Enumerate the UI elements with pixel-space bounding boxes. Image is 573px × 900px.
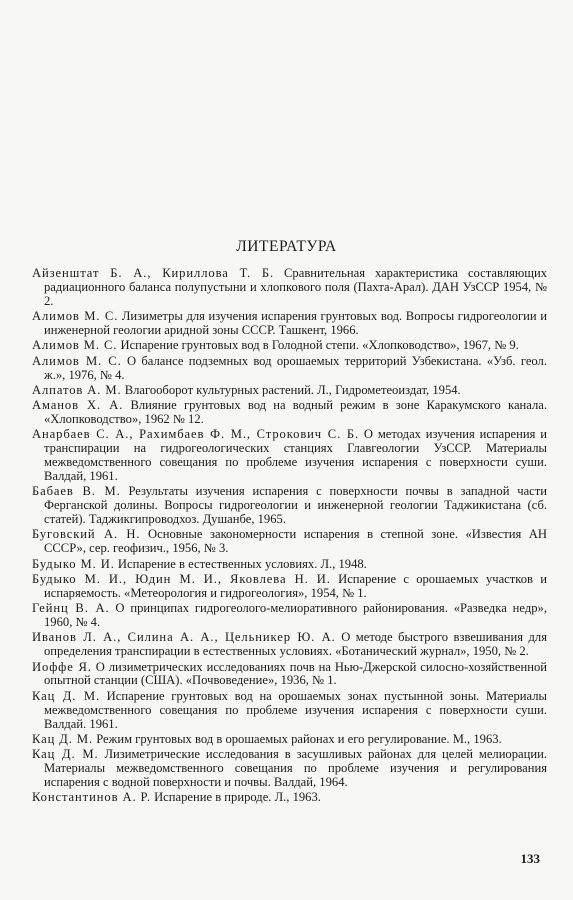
reference-item [32, 690, 547, 732]
reference-item [32, 528, 547, 556]
page-number: 133 [520, 851, 540, 866]
reference-text: Основные закономерности испарения в степной зоне. «Известия АН СССР», сер. геофизич., 1956, № 3. [44, 527, 547, 556]
reference-text: Влияние грунтовых вод на водный режим в зоне Каракумского канала. «Хлопководство», 1962 № 12. [44, 398, 547, 427]
reference-text: Испарение с орошаемых участков и испаряемость. «Метеорология и гидрогеология», 1954, № 1. [44, 571, 548, 600]
reference-author: Гейнц В. А. [32, 601, 110, 616]
reference-text: Лизиметры для изучения испарения грунтовых вод. Вопросы гидрогеологии и инженерной геологии аридной зоны СССР. Ташкент, 1966. [44, 309, 548, 338]
reference-author: Буговский А. Н. [32, 527, 141, 542]
reference-item [32, 748, 547, 790]
reference-text: О балансе подземных вод орошаемых территорий Узбекистана. «Узб. геол. ж.», 1976, № 4. [44, 353, 547, 382]
reference-text: О принципах гидрогеолого-мелиоративного районирования. «Разведка недр», 1960, № 4. [44, 601, 547, 630]
reference-author: Будыко М. И., Юдин М. И., Яковлева Н. И. [32, 571, 331, 586]
reference-author: Алпатов А. М. [32, 382, 122, 397]
reference-item [32, 485, 547, 527]
reference-item [32, 399, 547, 427]
reference-item [32, 661, 547, 689]
reference-item [32, 355, 547, 383]
reference-text: Лизиметрические исследования в засушливых районах для целей мелиорации. Материалы межведомственного совещания по проблеме изучения и регулирования испарения с водной поверхности и почвы. Валдай, 1964. [44, 747, 547, 789]
reference-text: Испарение грунтовых вод в Голодной степи. «Хлопководство», 1967, № 9. [117, 338, 519, 353]
reference-item [32, 733, 547, 747]
reference-author: Бабаев В. М. [32, 484, 121, 499]
page-title: ЛИТЕРАТУРА [236, 238, 337, 255]
reference-author: Константинов А. Р. [32, 790, 151, 805]
reference-item [32, 384, 547, 398]
reference-text: Режим грунтовых вод в орошаемых районах и его регулирование. М., 1963. [93, 731, 502, 746]
reference-item [32, 310, 547, 338]
reference-text: Сравнительная характеристика составляющих радиационного баланса полупустыни и хлопкового поля (Пахта-Арал). ДАН УзССР 1954, № 2. [44, 266, 548, 308]
reference-item [32, 339, 547, 353]
reference-author: Кац Д. М. [32, 731, 94, 746]
reference-item [32, 267, 547, 309]
reference-text: О методах изучения испарения и транспирации на гидрогеологических станциях Главгеологии УзССР. Материалы межведомственного совещания по проблеме изучения испарения с поверхности суши. Валдай, 1961. [44, 427, 547, 484]
reference-item [32, 602, 547, 630]
reference-list [32, 267, 547, 807]
reference-author: Айзенштат Б. А., Кириллова Т. Б. [32, 266, 275, 280]
reference-text: Влагооборот культурных растений. Л., Гидрометеоиздат, 1954. [121, 382, 461, 397]
reference-author: Будыко М. И. [32, 556, 115, 571]
reference-author: Алимов М. С. [32, 338, 118, 353]
reference-text: Испарение грунтовых вод на орошаемых зонах пустынной зоны. Материалы межведомственного совещания по проблеме изучения испарения с поверхности суши. Валдай. 1961. [44, 688, 547, 731]
reference-item [32, 558, 547, 572]
reference-text: Испарение в природе. Л., 1963. [150, 790, 321, 805]
reference-author: Кац Д. М. [32, 747, 99, 762]
reference-item [32, 791, 547, 805]
reference-author: Алимов М. С. [32, 309, 119, 324]
reference-author: Иванов Л. А., Силина А. А., Цельникер Ю. А. [32, 630, 336, 645]
reference-author: Алимов М. С. [32, 353, 122, 368]
reference-author: Иоффе Я. [32, 659, 92, 674]
reference-item [32, 428, 547, 484]
reference-author: Анарбаев С. А., Рахимбаев Ф. М., Строкович С. Б. [32, 427, 360, 442]
reference-author: Аманов Х. А. [32, 398, 124, 413]
reference-text: О лизиметрических исследованиях почв на Нью-Джерской силосно-хозяйственной опытной станции (США). «Почвоведение», 1936, № 1. [44, 659, 547, 688]
reference-text: О методе быстрого взвешивания для определения транспирации в естественных условиях. «Ботанический журнал», 1950, № 2. [44, 630, 547, 659]
reference-author: Кац Д. М. [32, 688, 101, 703]
reference-item [32, 631, 547, 659]
reference-text: Результаты изучения испарения с поверхности почвы в западной части Ферганской долины. Вопросы гидрогеологии и инженерной геологии Таджикистана (сб. статей). Таджикгипроводхоз. Душанбе, 1965. [44, 484, 547, 527]
reference-text: Испарение в естественных условиях. Л., 1948. [114, 556, 367, 571]
reference-item [32, 573, 547, 601]
